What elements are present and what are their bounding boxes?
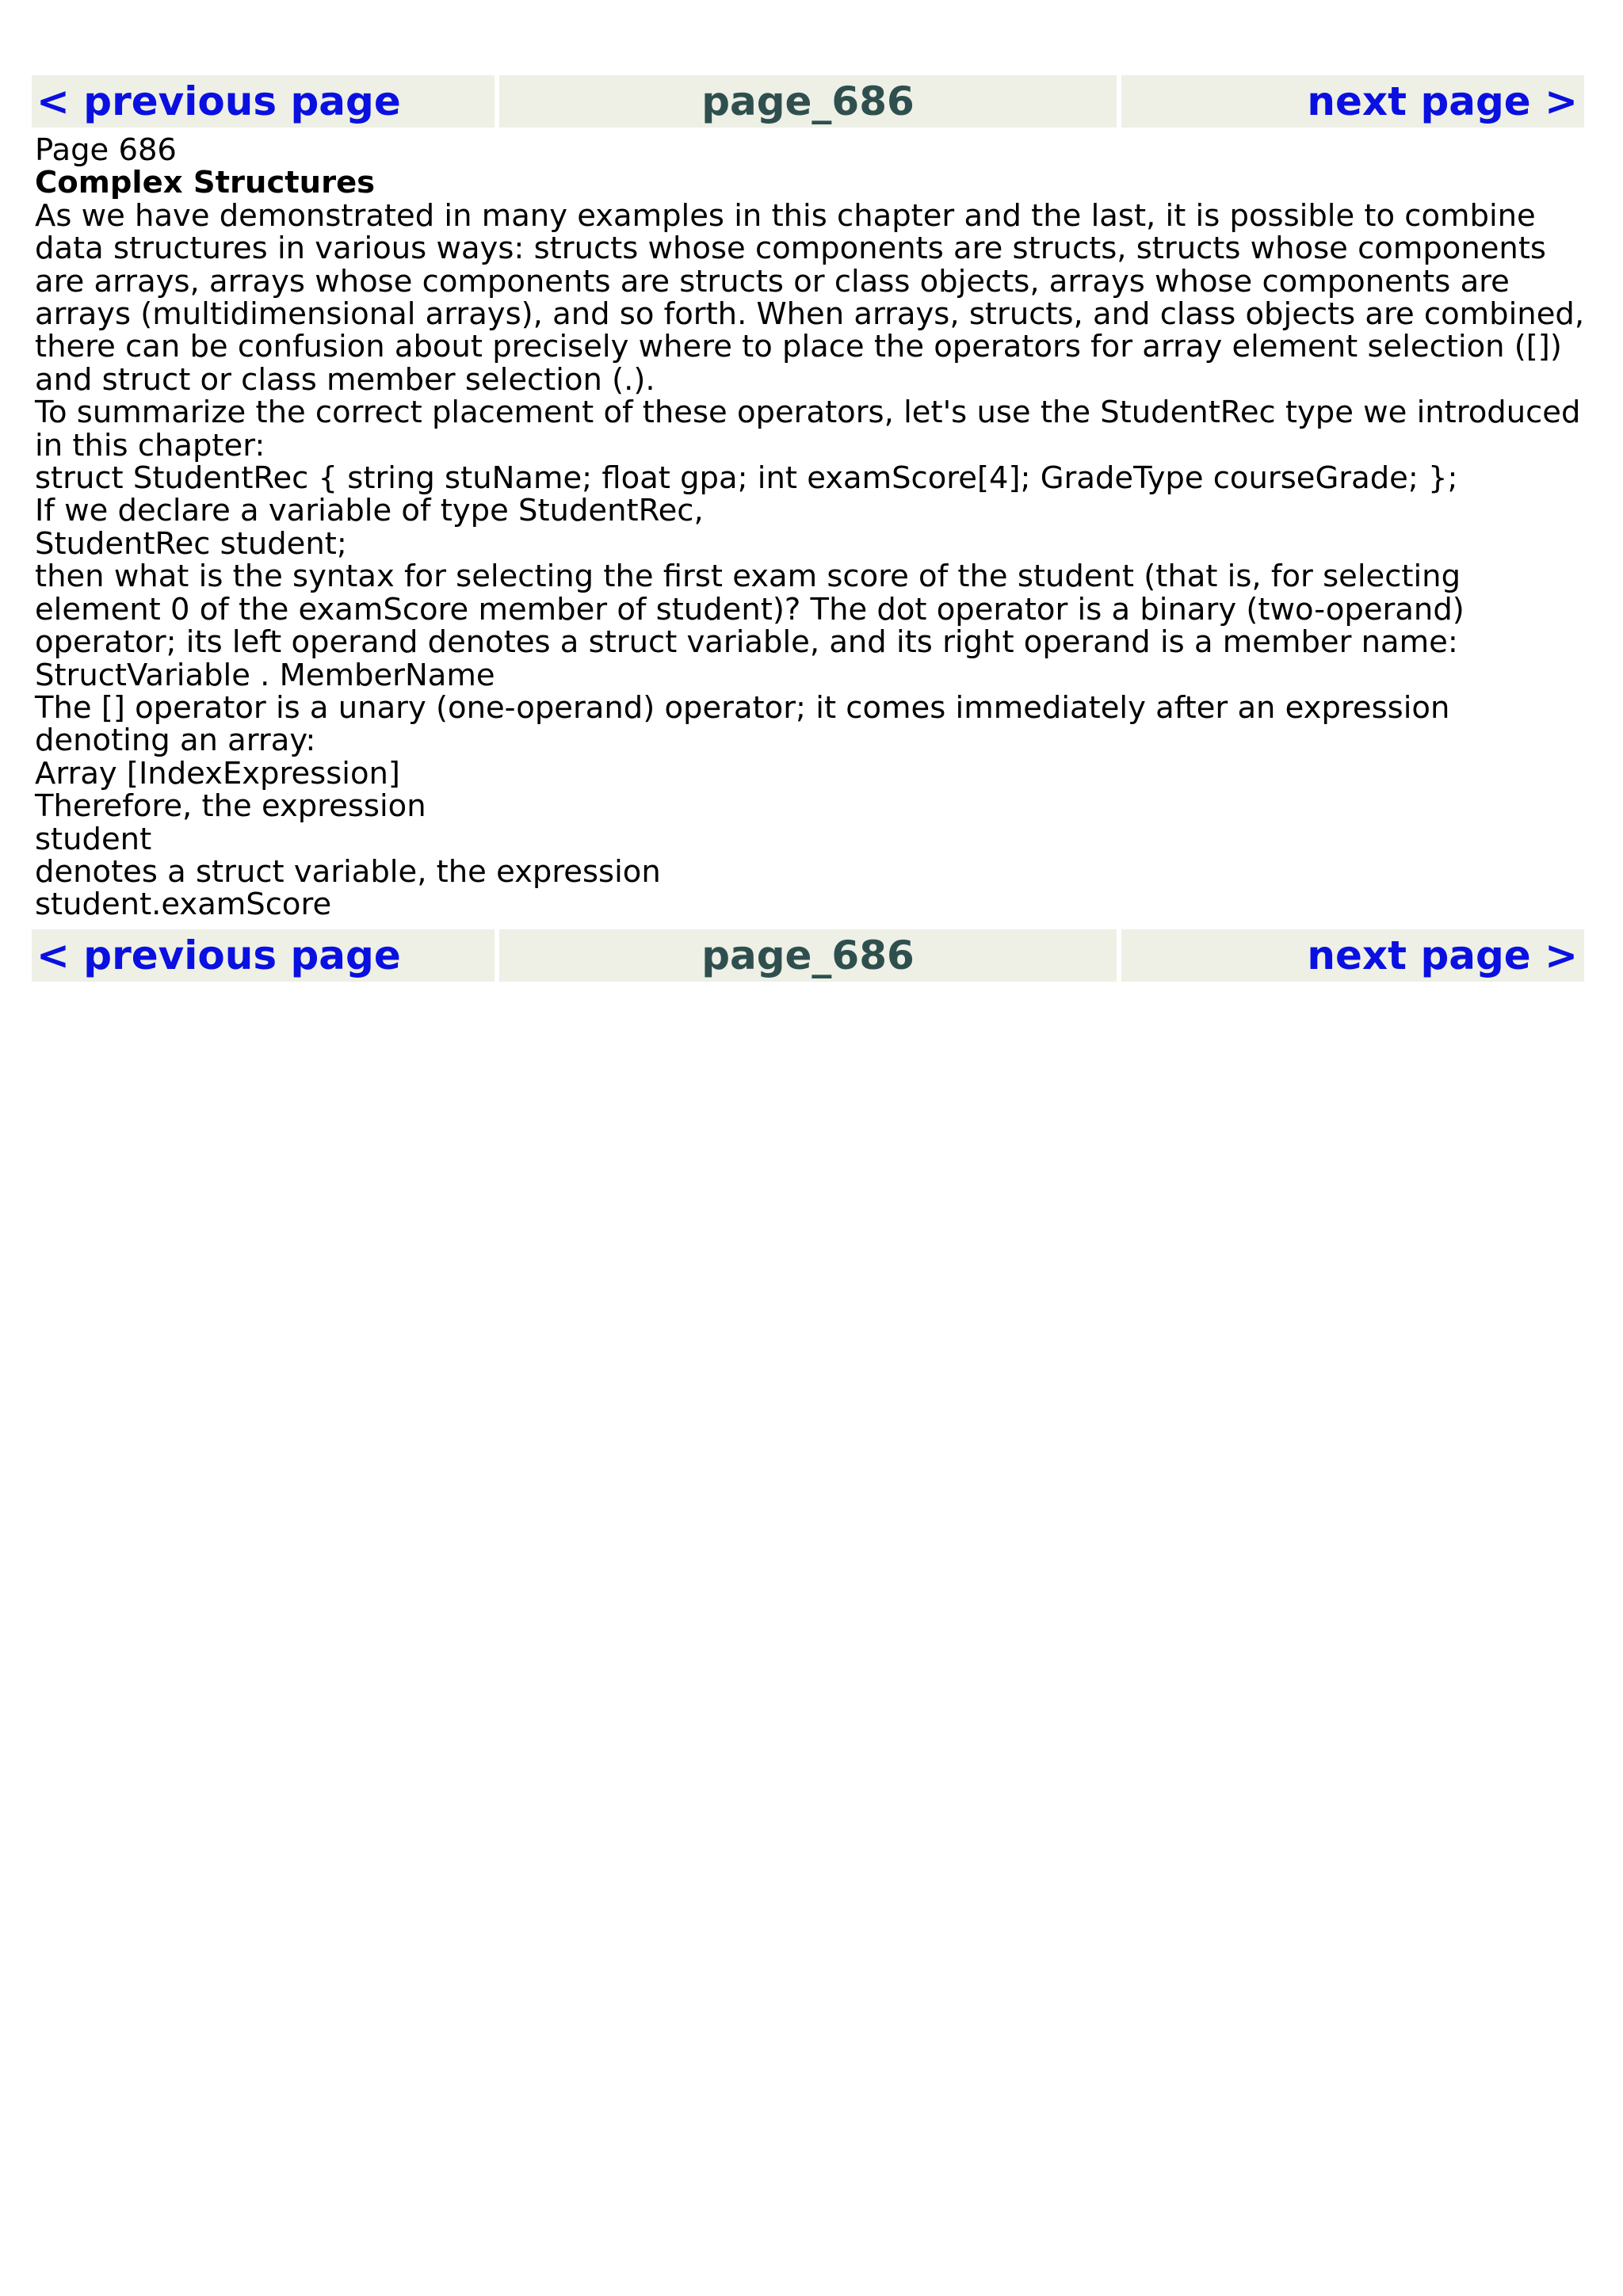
paragraph-therefore: Therefore, the expression <box>35 788 426 825</box>
code-struct-declaration: struct StudentRec { string stuName; float gpa; int examScore[4]; GradeType courseGrade; }; <box>35 460 1458 497</box>
next-page-cell <box>1121 929 1584 982</box>
top-navigation-bar <box>32 75 1593 128</box>
previous-page-link[interactable]: < previous page <box>36 78 401 124</box>
previous-page-cell <box>32 929 495 982</box>
page-number: Page 686 <box>35 132 177 168</box>
code-array-index: Array [IndexExpression] <box>35 755 400 791</box>
page-id-cell <box>499 75 1117 128</box>
previous-page-cell <box>32 75 495 128</box>
page-id-label: page_686 <box>701 78 915 124</box>
paragraph-intro: As we have demonstrated in many examples in this chapter and the last, it is possible to combine data structures in various ways: structs whose components are structs, structs whose components are arrays, arrays whose components are structs or class objects, arrays whose components are arrays (multidimensional arrays), and so forth. When arrays, structs, and class objects are combined, there can be confusion about precisely where to place the operators for array element selection ([]) and struct or class member selection (.). <box>35 197 1585 398</box>
paragraph-denotes: denotes a struct variable, the expression <box>35 853 661 890</box>
code-variable-declaration: StudentRec student; <box>35 525 347 562</box>
code-student-examscore: student.examScore <box>35 887 332 923</box>
bottom-navigation-bar <box>32 929 1593 982</box>
paragraph-declare: If we declare a variable of type StudentRec, <box>35 493 704 529</box>
next-page-cell <box>1121 75 1584 128</box>
next-page-link[interactable]: next page > <box>1307 932 1578 978</box>
previous-page-link[interactable]: < previous page <box>36 932 401 978</box>
page-id-cell <box>499 929 1117 982</box>
paragraph-summary: To summarize the correct placement of these operators, let's use the StudentRec type we introduced in this chapter: <box>35 395 1581 463</box>
page-id-label: page_686 <box>701 932 915 978</box>
code-struct-member: StructVariable . MemberName <box>35 657 495 693</box>
paragraph-index-operator: The [] operator is a unary (one-operand) operator; it comes immediately after an expression denoting an array: <box>35 689 1450 759</box>
paragraph-dot-operator: then what is the syntax for selecting the first exam score of the student (that is, for selecting element 0 of the examScore member of student)? The dot operator is a binary (two-operand) operator; its left operand denotes a struct variable, and its right operand is a member name: <box>35 559 1465 661</box>
document-page <box>32 75 1593 982</box>
section-heading: Complex Structures <box>35 165 376 201</box>
next-page-link[interactable]: next page > <box>1307 78 1578 124</box>
code-student: student <box>35 821 152 857</box>
page-content <box>32 128 1593 926</box>
